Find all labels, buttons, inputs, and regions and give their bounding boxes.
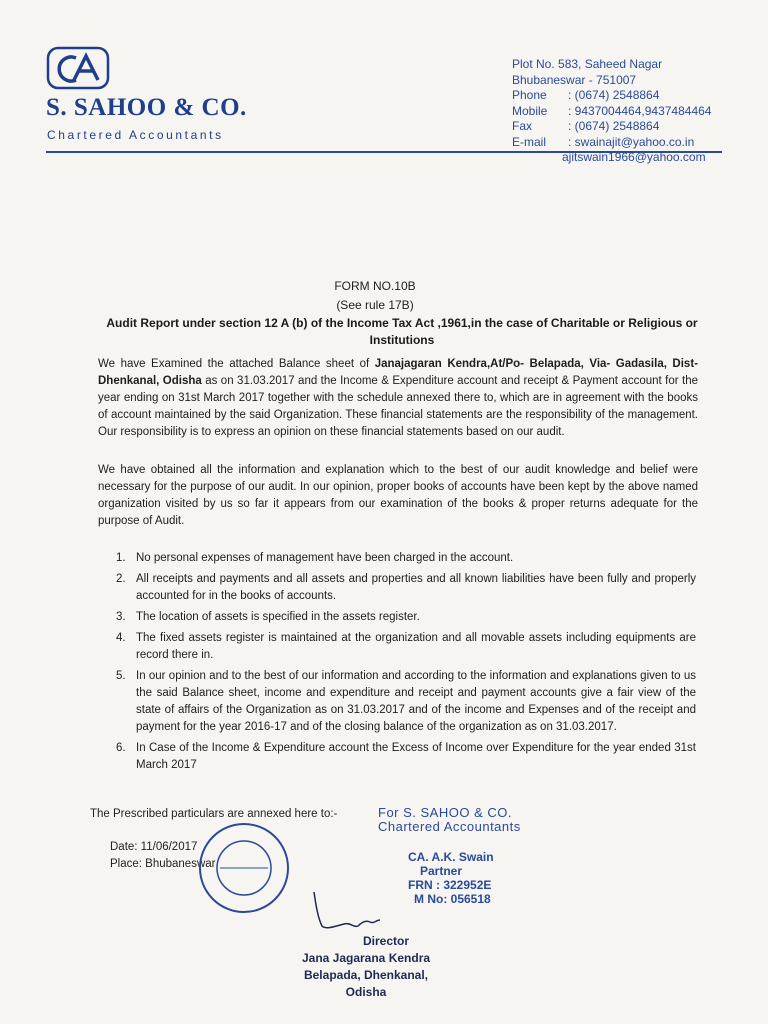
form-rule: (See rule 17B) [336,298,414,312]
item-text: In our opinion and to the best of our information and according to the information and explanations given to us the said Balance sheet, income and expenditure and receipt and payment accounts give a fair view of the state of affairs of the Organization as on 31.03.2017 and of the income and Expenses and of the receipt and payment for the year 2016-17 and of the closing balance of the organization as on 31.03.2017. [136,670,696,733]
for-firm-line: For S. SAHOO & CO. [378,805,512,820]
chartered-line: Chartered Accountants [378,819,521,834]
for-firm-block [378,806,521,834]
item-text: No personal expenses of management have been charged in the account. [136,552,514,564]
ca-logo [46,46,110,90]
item-text: In Case of the Income & Expenditure account the Excess of Income over Expenditure for the year ended 31st March 2017 [136,742,696,771]
partner-title: Partner [420,864,463,878]
email-value-1: : swainajit@yahoo.co.in [568,134,695,149]
organization-name: Janajagaran Kendra,At/Po- Belapada, Via- Gadasila, Dist- Dhenkanal, Odisha [98,358,698,387]
annexed-note: The Prescribed particulars are annexed here to:- [90,808,338,820]
item-number: 4. [116,632,126,644]
address-line-1: Plot No. 583, Saheed Nagar [512,57,663,71]
item-text: The fixed assets register is maintained at the organization and all movable assets including equipments are record there in. [136,632,696,661]
phone-row [512,88,711,104]
director-block [286,933,446,1001]
email-value-2: ajitswain1966@yahoo.com [562,150,706,164]
mobile-value: : 9437004464,9437484464 [568,103,712,118]
place-line: Place: Bhubaneswar [110,858,216,870]
fax-value: : (0674) 2548864 [568,119,660,133]
date-line: Date: 11/06/2017 [110,841,198,853]
email-row [512,135,711,151]
paragraph-1 [98,356,698,441]
item-text: All receipts and payments and all assets and properties and all known liabilities have been fully and properly accounted for in the books of accounts. [136,573,696,602]
frn-number: FRN : 322952E [408,878,492,892]
list-item [116,609,696,626]
list-item [116,571,696,605]
list-item [116,668,696,736]
partner-name: CA. A.K. Swain [408,850,494,864]
item-number: 3. [116,611,126,623]
mobile-label: Mobile [512,103,548,118]
phone-label: Phone [512,88,547,102]
paragraph-1-intro: We have Examined the attached Balance sheet of [98,358,375,370]
paragraph-2: We have obtained all the information and explanation which to the best of our audit knowledge and belief were necessary for the purpose of our audit. In our opinion, proper books of accounts have been kept by the above named organization visited by us so far it appears from our examination of the books & proper returns adequate for the purpose of Audit. [98,464,698,527]
director-title: Director [362,934,409,948]
address-line-2: Bhubaneswar - 751007 [512,72,637,87]
report-title: Audit Report under section 12 A (b) of the Income Tax Act ,1961,in the case of Charitable or Religious or Institutions [106,316,698,347]
letterhead-divider [46,151,722,153]
fax-label: Fax [512,119,533,133]
contact-block [512,57,711,166]
partner-block [408,850,494,906]
list-item [116,630,696,664]
fax-row [512,119,711,135]
item-number: 5. [116,670,126,682]
mobile-row [512,104,711,120]
form-number: FORM NO.10B [334,279,416,293]
email-label: E-mail [512,134,547,149]
firm-subtitle: Chartered Accountants [47,128,224,142]
membership-number: M No: 056518 [414,892,491,906]
item-number: 1. [116,552,126,564]
list-item [116,740,696,774]
paragraph-1-body: as on 31.03.2017 and the Income & Expenditure account and receipt & Payment account for the year ending on 31st March 2017 together with the schedule annexed there to, which are in agreement with the books of account maintained by the said Organization. These financial statements are the responsibility of the management. Our responsibility is to express an opinion on these financial statements based on our audit. [98,375,699,438]
phone-value: : (0674) 2548864 [568,88,660,102]
firm-seal-stamp [196,820,292,916]
director-org: Jana Jagarana Kendra [301,951,431,965]
firm-name: S. SAHOO & CO. [46,94,247,121]
item-number: 2. [116,573,126,585]
item-number: 6. [116,742,126,754]
director-signature [310,888,400,934]
director-place: Belapada, Dhenkanal, Odisha [303,968,429,999]
list-item [116,550,696,567]
observations-list [116,550,696,778]
item-text: The location of assets is specified in the assets register. [136,611,420,623]
